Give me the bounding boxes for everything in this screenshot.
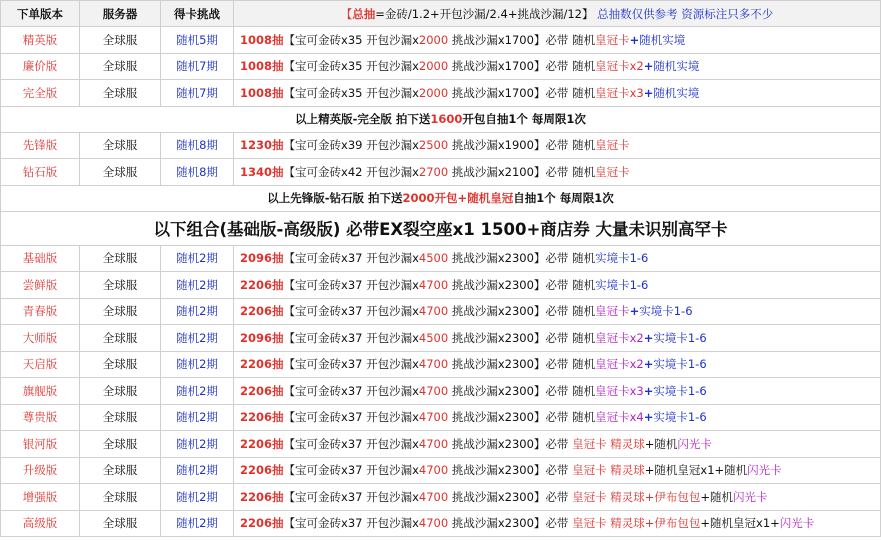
version-cell: 天启版 [1, 351, 80, 378]
hourglass-count: 4700 [418, 304, 449, 319]
plus-sign: +随机皇冠x1+ [700, 516, 780, 531]
table-row [1, 378, 881, 405]
resource-text: 挑战沙漏x1700】必带 随机 [448, 59, 596, 74]
pull-count: 2096抽 [240, 251, 284, 266]
extra-card: 实境卡1-6 [639, 304, 693, 319]
server-cell: 全球服 [80, 484, 161, 511]
crown-card: 皇冠卡 精灵球+伊布包包 [572, 516, 701, 531]
pull-count: 1340抽 [240, 164, 284, 179]
hourglass-count: 2700 [418, 164, 449, 179]
plus-sign: + [629, 32, 640, 47]
bundle-description [234, 298, 881, 325]
combo-banner-text: 以下组合(基础版-高级版) 必带EX裂空座x1 1500+商店券 大量未识别高罕卡 [1, 211, 881, 245]
resource-text: 【宝可金砖x37 开包沙漏x [283, 357, 419, 372]
bundle-description [234, 404, 881, 431]
crown-card: 皇冠卡x4 [595, 410, 644, 425]
server-cell: 全球服 [80, 159, 161, 186]
extra-card: 实境卡1-6 [653, 383, 707, 398]
pull-count: 2206抽 [240, 277, 284, 292]
plus-sign: +随机皇冠x1+随机 [644, 463, 748, 478]
extra-card: 实境卡1-6 [653, 410, 707, 425]
version-cell: 完全版 [1, 80, 80, 107]
period-cell: 随机2期 [161, 431, 234, 458]
hourglass-count: 4700 [418, 489, 449, 504]
banner-text: 以上先锋版-钻石版 拍下送 [267, 191, 403, 205]
version-cell: 精英版 [1, 27, 80, 54]
crown-card: 皇冠卡x2 [595, 59, 644, 74]
plus-sign: + [643, 59, 654, 74]
bundle-description [234, 325, 881, 352]
plus-sign: + [643, 410, 654, 425]
period-cell: 随机7期 [161, 80, 234, 107]
extra-card: 随机实境 [653, 85, 700, 100]
version-cell: 大师版 [1, 325, 80, 352]
resource-text: 挑战沙漏x2300】必带 [448, 463, 573, 478]
table-row [1, 53, 881, 80]
version-cell: 基础版 [1, 245, 80, 272]
resource-text: 【宝可金砖x37 开包沙漏x [283, 516, 419, 531]
bundle-description [234, 272, 881, 299]
period-cell: 随机2期 [161, 404, 234, 431]
extra-card: 闪光卡 [733, 489, 768, 504]
extra-card: 实境卡1-6 [595, 251, 649, 266]
resource-text: 【宝可金砖x35 开包沙漏x [283, 59, 419, 74]
pull-count: 1008抽 [240, 32, 284, 47]
server-cell: 全球服 [80, 245, 161, 272]
bundle-description [234, 53, 881, 80]
version-cell: 廉价版 [1, 53, 80, 80]
pull-count: 2206抽 [240, 410, 284, 425]
pull-count: 2206抽 [240, 357, 284, 372]
resource-text: 【宝可金砖x37 开包沙漏x [283, 489, 419, 504]
combo-banner [1, 211, 881, 245]
header-version: 下单版本 [1, 1, 80, 27]
note-prefix: 【 [340, 6, 353, 21]
resource-text: 挑战沙漏x1700】必带 随机 [448, 32, 596, 47]
resource-text: 挑战沙漏x2300】必带 随机 [448, 330, 596, 345]
pull-count: 2206抽 [240, 489, 284, 504]
crown-card: 皇冠卡x2 [595, 330, 644, 345]
resource-text: 【宝可金砖x37 开包沙漏x [283, 330, 419, 345]
crown-card: 皇冠卡x3 [595, 85, 644, 100]
bundle-description [234, 510, 881, 537]
table-row [1, 132, 881, 159]
resource-text: 挑战沙漏x2300】必带 随机 [448, 251, 596, 266]
bundle-description [234, 484, 881, 511]
plus-sign: +随机 [700, 489, 734, 504]
resource-text: 挑战沙漏x2300】必带 [448, 516, 573, 531]
crown-card: 皇冠卡 精灵球+伊布包包 [572, 489, 701, 504]
resource-text: 挑战沙漏x1900】必带 随机 [448, 138, 596, 153]
pull-count: 2096抽 [240, 330, 284, 345]
bundle-description [234, 457, 881, 484]
extra-card: 实境卡1-6 [595, 277, 649, 292]
crown-card: 皇冠卡 [595, 138, 630, 153]
hourglass-count: 2000 [418, 85, 449, 100]
hourglass-count: 4700 [418, 277, 449, 292]
period-cell: 随机2期 [161, 510, 234, 537]
pull-count: 1008抽 [240, 85, 284, 100]
period-cell: 随机7期 [161, 53, 234, 80]
table-row [1, 431, 881, 458]
bundle-description [234, 245, 881, 272]
period-cell: 随机2期 [161, 245, 234, 272]
header-server: 服务器 [80, 1, 161, 27]
table-row [1, 272, 881, 299]
version-cell: 银河版 [1, 431, 80, 458]
extra-card: 闪光卡 [747, 463, 782, 478]
crown-card: 皇冠卡 [595, 32, 630, 47]
bundle-description [234, 27, 881, 54]
plus-sign: + [643, 330, 654, 345]
note-total: 总抽 [352, 6, 376, 21]
extra-card: 随机实境 [639, 32, 686, 47]
bundle-description [234, 159, 881, 186]
version-cell: 青春版 [1, 298, 80, 325]
pull-count: 2206抽 [240, 383, 284, 398]
hourglass-count: 4500 [418, 251, 449, 266]
period-cell: 随机2期 [161, 378, 234, 405]
version-cell: 增强版 [1, 484, 80, 511]
period-cell: 随机2期 [161, 484, 234, 511]
resource-text: 【宝可金砖x37 开包沙漏x [283, 410, 419, 425]
version-cell: 升级版 [1, 457, 80, 484]
version-cell: 高级版 [1, 510, 80, 537]
table-row [1, 245, 881, 272]
plus-sign: + [643, 357, 654, 372]
pull-count: 2206抽 [240, 304, 284, 319]
version-cell: 尝鲜版 [1, 272, 80, 299]
pull-count: 1008抽 [240, 59, 284, 74]
table-row [1, 351, 881, 378]
resource-text: 挑战沙漏x2300】必带 [448, 489, 573, 504]
header-note [234, 1, 881, 27]
bundle-description [234, 378, 881, 405]
server-cell: 全球服 [80, 457, 161, 484]
plus-sign: + [629, 304, 640, 319]
server-cell: 全球服 [80, 80, 161, 107]
hourglass-count: 4700 [418, 383, 449, 398]
server-cell: 全球服 [80, 510, 161, 537]
banner-amount: 1600 [430, 112, 463, 126]
table-row [1, 510, 881, 537]
table-row [1, 159, 881, 186]
resource-text: 挑战沙漏x2300】必带 随机 [448, 357, 596, 372]
promo-banner-cell [1, 106, 881, 132]
server-cell: 全球服 [80, 272, 161, 299]
crown-card: 皇冠卡 [595, 304, 630, 319]
extra-card: 实境卡1-6 [653, 330, 707, 345]
server-cell: 全球服 [80, 351, 161, 378]
extra-card: 闪光卡 [779, 516, 815, 531]
pull-count: 2206抽 [240, 516, 284, 531]
header-period: 得卡挑战 [161, 1, 234, 27]
period-cell: 随机2期 [161, 351, 234, 378]
promo-banner-cell [1, 185, 881, 211]
resource-text: 【宝可金砖x35 开包沙漏x [283, 32, 419, 47]
bundle-description [234, 351, 881, 378]
plus-sign: + [643, 85, 654, 100]
period-cell: 随机5期 [161, 27, 234, 54]
note-ref: 总抽数仅供参考 资源标注只多不少 [597, 6, 774, 21]
server-cell: 全球服 [80, 53, 161, 80]
hourglass-count: 4700 [418, 463, 449, 478]
pull-count: 1230抽 [240, 138, 284, 153]
resource-text: 挑战沙漏x2300】必带 随机 [448, 383, 596, 398]
server-cell: 全球服 [80, 325, 161, 352]
hourglass-count: 4500 [418, 330, 449, 345]
extra-card: 闪光卡 [677, 436, 712, 451]
resource-text: 【宝可金砖x37 开包沙漏x [283, 251, 419, 266]
bundle-description [234, 80, 881, 107]
version-cell: 旗舰版 [1, 378, 80, 405]
table-row [1, 298, 881, 325]
crown-card: 皇冠卡 精灵球 [572, 463, 645, 478]
hourglass-count: 4700 [418, 436, 449, 451]
table-row [1, 80, 881, 107]
resource-text: 【宝可金砖x39 开包沙漏x [283, 138, 419, 153]
banner-text: 以上精英版-完全版 拍下送 [295, 112, 431, 126]
hourglass-count: 2500 [418, 138, 449, 153]
resource-text: 挑战沙漏x1700】必带 随机 [448, 85, 596, 100]
hourglass-count: 4700 [418, 410, 449, 425]
hourglass-count: 4700 [418, 357, 449, 372]
resource-text: 挑战沙漏x2300】必带 随机 [448, 277, 596, 292]
server-cell: 全球服 [80, 404, 161, 431]
period-cell: 随机2期 [161, 298, 234, 325]
hourglass-count: 2000 [418, 32, 449, 47]
resource-text: 挑战沙漏x2300】必带 随机 [448, 410, 596, 425]
period-cell: 随机2期 [161, 272, 234, 299]
resource-text: 【宝可金砖x37 开包沙漏x [283, 436, 419, 451]
table-row [1, 27, 881, 54]
table-row [1, 404, 881, 431]
server-cell: 全球服 [80, 27, 161, 54]
crown-card: 皇冠卡 精灵球 [572, 436, 645, 451]
resource-text: 挑战沙漏x2100】必带 随机 [448, 164, 596, 179]
version-cell: 尊贵版 [1, 404, 80, 431]
table-row [1, 484, 881, 511]
note-formula: =金砖/1.2+开包沙漏/2.4+挑战沙漏/12】 [375, 6, 594, 21]
bundle-description [234, 431, 881, 458]
pull-count: 2206抽 [240, 436, 284, 451]
crown-card: 皇冠卡x3 [595, 383, 644, 398]
promo-banner [1, 185, 881, 211]
period-cell: 随机8期 [161, 132, 234, 159]
hourglass-count: 2000 [418, 59, 449, 74]
server-cell: 全球服 [80, 132, 161, 159]
crown-card: 皇冠卡 [595, 164, 630, 179]
extra-card: 随机实境 [653, 59, 700, 74]
resource-text: 【宝可金砖x42 开包沙漏x [283, 164, 419, 179]
server-cell: 全球服 [80, 431, 161, 458]
banner-text: 自抽1个 每周限1次 [513, 191, 614, 205]
server-cell: 全球服 [80, 298, 161, 325]
resource-text: 【宝可金砖x37 开包沙漏x [283, 383, 419, 398]
bundle-description [234, 132, 881, 159]
pull-count: 2206抽 [240, 463, 284, 478]
table-row [1, 325, 881, 352]
extra-card: 实境卡1-6 [653, 357, 707, 372]
period-cell: 随机8期 [161, 159, 234, 186]
period-cell: 随机2期 [161, 325, 234, 352]
resource-text: 【宝可金砖x37 开包沙漏x [283, 463, 419, 478]
resource-text: 挑战沙漏x2300】必带 随机 [448, 304, 596, 319]
server-cell: 全球服 [80, 378, 161, 405]
hourglass-count: 4700 [418, 516, 449, 531]
crown-card: 皇冠卡x2 [595, 357, 644, 372]
period-cell: 随机2期 [161, 457, 234, 484]
plus-sign: + [643, 383, 654, 398]
table-row [1, 457, 881, 484]
resource-text: 挑战沙漏x2300】必带 [448, 436, 573, 451]
version-cell: 先锋版 [1, 132, 80, 159]
promo-banner [1, 106, 881, 132]
plus-sign: +随机 [644, 436, 678, 451]
resource-text: 【宝可金砖x35 开包沙漏x [283, 85, 419, 100]
resource-text: 【宝可金砖x37 开包沙漏x [283, 277, 419, 292]
header-row [1, 1, 881, 27]
version-cell: 钻石版 [1, 159, 80, 186]
banner-gift: 2000开包+随机皇冠 [402, 191, 514, 205]
banner-text: 开包自抽1个 每周限1次 [462, 112, 586, 126]
resource-text: 【宝可金砖x37 开包沙漏x [283, 304, 419, 319]
